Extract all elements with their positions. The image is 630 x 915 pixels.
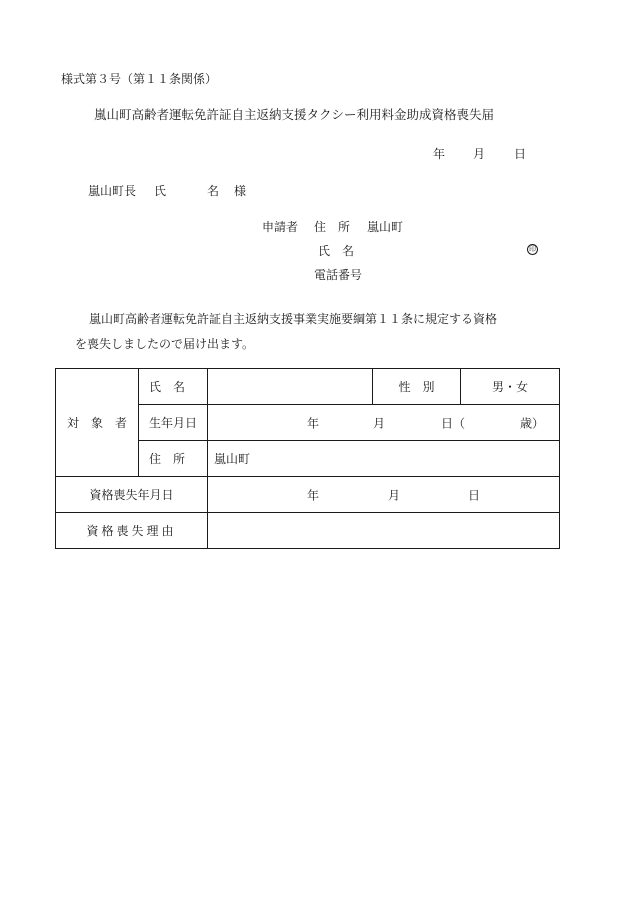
applicant-label: 申請者 (262, 220, 299, 234)
birth-label: 生年月日 (139, 405, 208, 441)
addressee-mei: 名 (207, 184, 220, 198)
birth-month-text: 月 (373, 416, 386, 430)
body-text-line1: 嵐山町高齢者運転免許証自主返納支援事業実施要綱第１１条に規定する資格 (89, 312, 498, 326)
birth-age-text: 歳） (520, 416, 545, 430)
reason-field[interactable] (208, 513, 560, 549)
date-year: 年 (433, 147, 446, 161)
document-title: 嵐山町高齢者運転免許証自主返納支援タクシー利用料金助成資格喪失届 (94, 107, 495, 122)
seal-label: 印 (529, 245, 536, 253)
name-label: 氏 名 (139, 369, 208, 405)
addressee-shi: 氏 (154, 184, 167, 198)
loss-day-text: 日 (468, 488, 481, 502)
addressee-prefix: 嵐山町長 (88, 184, 137, 198)
loss-date-label: 資格喪失年月日 (56, 477, 208, 513)
loss-date-field[interactable] (208, 477, 560, 513)
addressee-sama: 様 (234, 184, 247, 198)
body-text-line2: を喪失しましたので届け出ます。 (75, 337, 255, 351)
table-row (56, 477, 560, 513)
gender-options[interactable]: 男・女 (461, 369, 560, 405)
subject-label: 対 象 者 (56, 369, 139, 477)
birth-year-text: 年 (307, 416, 320, 430)
applicant-address-value: 嵐山町 (367, 220, 404, 234)
birth-day-text: 日（ (441, 416, 466, 430)
seal-mark (527, 244, 538, 255)
table-row (56, 369, 560, 405)
application-table (55, 368, 560, 549)
date-day: 日 (514, 147, 527, 161)
loss-year-text: 年 (307, 488, 320, 502)
name-field[interactable] (208, 369, 373, 405)
applicant-name-label: 氏 名 (318, 244, 355, 258)
address-field[interactable]: 嵐山町 (208, 441, 560, 477)
applicant-address-label: 住 所 (314, 220, 351, 234)
reason-label: 資格喪失理由 (56, 513, 208, 549)
loss-month-text: 月 (388, 488, 401, 502)
applicant-phone-label: 電話番号 (314, 268, 363, 282)
form-number: 様式第３号（第１１条関係） (61, 72, 218, 86)
gender-label: 性 別 (373, 369, 461, 405)
table-row (56, 513, 560, 549)
date-month: 月 (473, 147, 486, 161)
birth-date-field[interactable] (208, 405, 560, 441)
address-label: 住 所 (139, 441, 208, 477)
